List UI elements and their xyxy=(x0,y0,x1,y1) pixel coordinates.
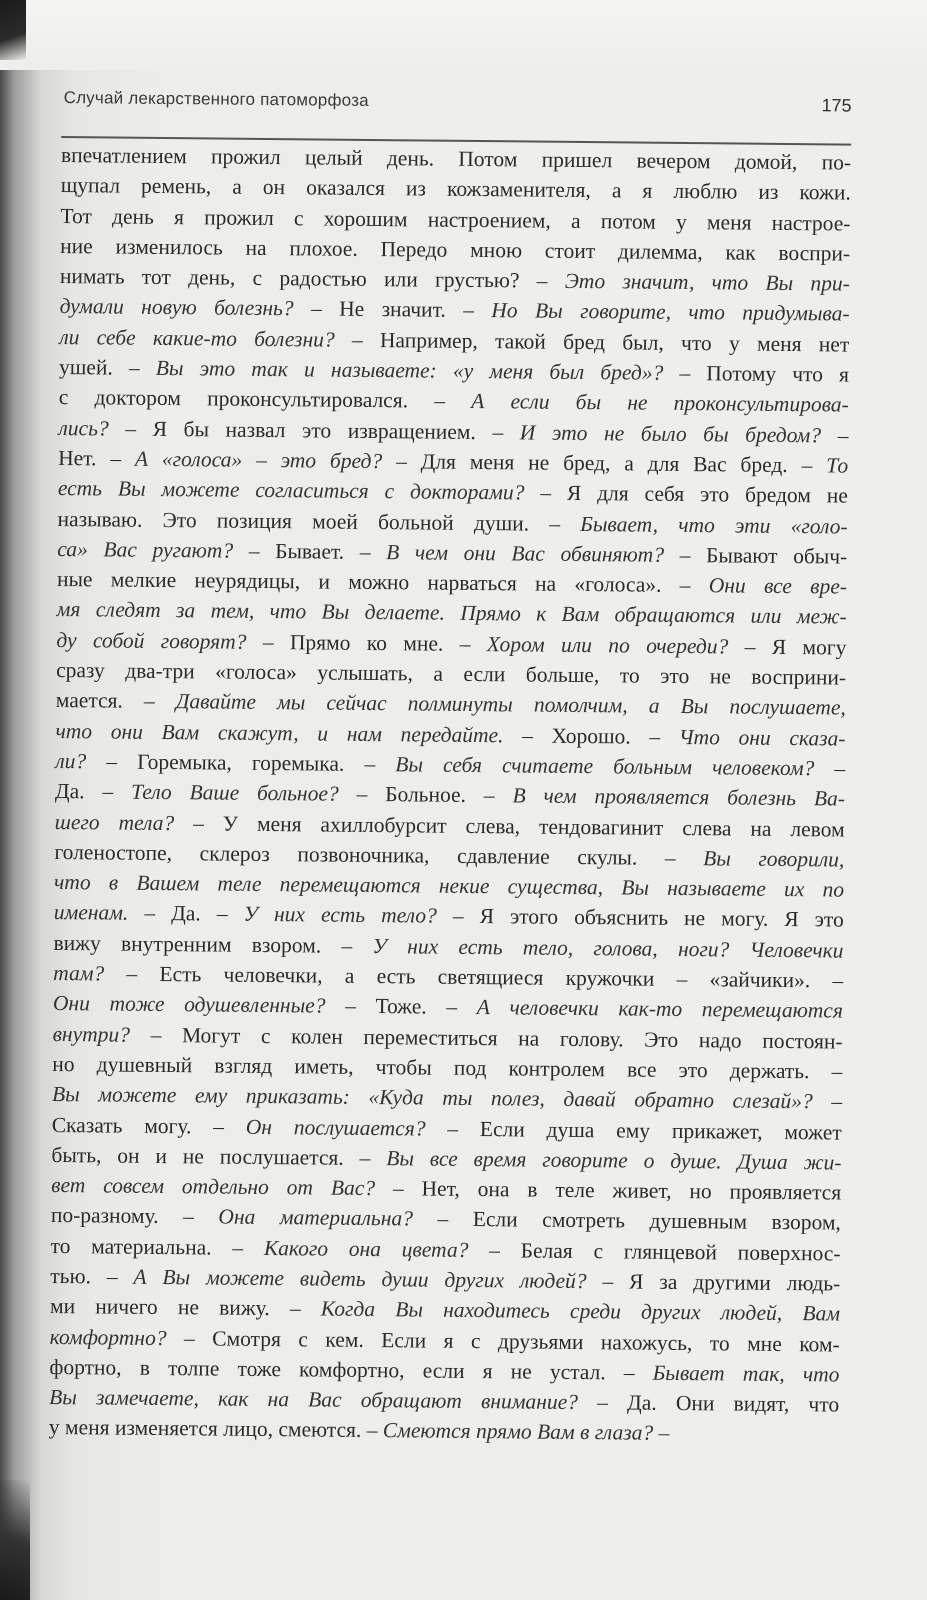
text-segment: Да. – xyxy=(54,779,132,804)
binding-shadow-bottom xyxy=(0,1480,30,1600)
text-segment: фортно, в толпе тоже комфортно, если я не устал. – xyxy=(49,1354,653,1385)
text-segment: – Да. – xyxy=(144,901,244,927)
text-segment: вижу внутренним взором. – xyxy=(53,930,373,958)
text-segment: ушей. – xyxy=(58,355,156,380)
text-segment: ние изменилось на плохое. Передо мною стоит дилемма, как воспри- xyxy=(60,233,851,266)
text-segment: Тот день я прожил с хорошим настроением, а потом у меня настрое- xyxy=(60,203,851,236)
italic-question: Какого она цвета? xyxy=(263,1235,490,1262)
text-segment: впечатлением прожил целый день. Потом пришел вечером домой, по- xyxy=(60,142,852,175)
text-segment: ные мелкие неурядицы, и можно нарваться на «голоса». – xyxy=(56,567,709,598)
text-segment: но душевный взгляд иметь, чтобы под контролем все это держать. – xyxy=(52,1051,843,1084)
text-segment: – Прямо ко мне. – xyxy=(262,629,487,656)
italic-question: именам. xyxy=(53,900,145,926)
italic-question: Они тоже одушевленные? xyxy=(52,991,346,1019)
italic-question: Тело Ваше больное? xyxy=(130,779,357,807)
text-segment: – Я этого объяснить не могу. Я это xyxy=(452,904,844,932)
italic-question: ли? xyxy=(55,748,107,774)
text-segment: называю. Это позиция моей больной души. – xyxy=(57,506,581,536)
text-segment: быть, он и не послушается. – xyxy=(51,1142,387,1170)
text-segment: с доктором проконсультировался. – xyxy=(58,385,472,414)
italic-question: Что они сказа- xyxy=(678,724,846,751)
italic-question: Смеются прямо Вам в глаза? – xyxy=(382,1418,670,1446)
text-segment: ми ничего не вижу. – xyxy=(49,1294,321,1321)
italic-question: А человечки как-то перемещаются xyxy=(476,995,844,1023)
body-text xyxy=(49,140,851,1450)
italic-question: И это не было бы бредом? xyxy=(519,420,838,448)
italic-question: са» Вас ругают? xyxy=(57,536,249,563)
page-top-area xyxy=(0,0,927,70)
text-segment: – Для меня не бред, а для Вас бред. – xyxy=(395,449,827,478)
text-segment: – Тоже. – xyxy=(345,994,477,1020)
italic-question: То xyxy=(826,453,849,478)
text-segment: то материальна. – xyxy=(50,1233,265,1260)
text-segment: – Нет, она в теле живет, но проявляется xyxy=(392,1176,842,1205)
running-head-title: Случай лекарственного патоморфоза xyxy=(63,88,369,110)
text-segment: – Больное. – xyxy=(356,782,513,808)
italic-question: Вы можете ему приказать: «Куда ты полез, давай обратно слезай»? xyxy=(51,1082,832,1114)
italic-question: лись? xyxy=(58,415,126,441)
page-number: 175 xyxy=(821,95,852,116)
italic-question: А Вы можете видеть души других людей? xyxy=(133,1264,603,1294)
text-segment: – Бывает. – xyxy=(248,538,387,564)
italic-question: думали новую болезнь? xyxy=(59,294,312,321)
text-segment: – Я могу xyxy=(744,634,847,660)
text-segment: у меня изменяется лицо, смеются. – xyxy=(48,1415,383,1443)
text-segment: – Не значит. – xyxy=(310,296,492,323)
italic-question: Вы говорили, xyxy=(703,846,845,872)
running-head xyxy=(61,78,851,126)
italic-question: Он послушается? xyxy=(245,1114,448,1141)
italic-question: У них есть тело, голова, ноги? Человечки xyxy=(372,933,844,963)
text-segment: – У меня ахиллобурсит слева, тендовагинит слева на левом xyxy=(193,810,845,842)
text-segment: Сказать могу. – xyxy=(51,1112,246,1139)
text-segment: мается. – xyxy=(55,688,176,714)
italic-question: ду собой говорят? xyxy=(56,627,263,654)
text-segment: – Есть человечки, а есть светящиеся кружочки – «зайчики». – xyxy=(126,961,844,993)
italic-question: ли себе какие-то болезни? xyxy=(59,324,353,352)
text-segment: – Если смотреть душевным взором, xyxy=(437,1207,841,1235)
italic-question: что в Вашем теле перемещаются некие существа, Вы называете их по xyxy=(53,870,845,902)
text-segment: – Да. Они видят, что xyxy=(597,1390,840,1417)
text-segment: – Могут с колен переместиться на голову. Это надо постоян- xyxy=(150,1022,843,1054)
text-segment: – xyxy=(831,1089,843,1114)
italic-question: В чем проявляется болезнь Ва- xyxy=(512,783,846,811)
italic-question: Вы это так и называете: «у меня был бред»? xyxy=(155,355,680,386)
binding-shadow-top xyxy=(0,0,26,60)
text-segment: – Потому что я xyxy=(679,361,850,387)
italic-question: там? xyxy=(53,960,127,986)
italic-question: Вы все время говорите о душе. Душа жи- xyxy=(386,1145,842,1175)
italic-question: В чем они Вас обвиняют? xyxy=(386,539,680,567)
text-segment: – Если душа ему прикажет, может xyxy=(447,1116,842,1145)
italic-question: Вы замечаете, как на Вас обращают внимание? xyxy=(49,1385,598,1415)
text-segment: – Белая с глянцевой поверхнос- xyxy=(489,1237,841,1266)
text-segment: нимать тот день, с радостью или грустью? – xyxy=(59,264,565,294)
page-content xyxy=(48,60,862,1548)
text-segment: Нет. – xyxy=(58,445,136,471)
italic-question: что они Вам скажут, и нам передайте. xyxy=(55,718,523,748)
italic-question: Вы себя считаете больным человеком? xyxy=(395,752,835,781)
italic-question: внутри? xyxy=(52,1021,151,1047)
italic-question: Но Вы говорите, что придумыва- xyxy=(491,298,850,327)
italic-question: есть Вы можете согласиться с докторами? xyxy=(57,476,541,505)
italic-question: Она материальна? xyxy=(218,1204,438,1232)
italic-question: Бывает так, что xyxy=(652,1360,840,1387)
text-segment: тью. – xyxy=(50,1263,134,1289)
italic-question: Давайте мы сейчас полминуты помолчим, а Вы послушаете, xyxy=(175,689,846,720)
italic-question: комфортно? xyxy=(49,1324,185,1350)
italic-question: Бывает, что эти «голо- xyxy=(580,511,848,539)
italic-question: У них есть тело? xyxy=(243,902,453,929)
italic-question: А «голоса» – это бред? xyxy=(134,446,397,474)
text-segment: – Я бы назвал это извращением. – xyxy=(125,416,520,445)
text-segment: – Я для себя это бредом не xyxy=(540,480,848,508)
italic-question: Это значит, что Вы при- xyxy=(564,269,851,296)
italic-question: Хором или по очереди? xyxy=(486,631,745,659)
italic-question: Когда Вы находитесь среди других людей, Вам xyxy=(320,1296,841,1326)
italic-question: вет совсем отдельно от Вас? xyxy=(51,1173,394,1201)
text-segment: щупал ремень, а он оказался из кожзаменителя, а я люблю из кожи. xyxy=(60,173,851,205)
italic-question: А если бы не проконсультирова- xyxy=(471,389,849,417)
italic-question: шего тела? xyxy=(54,809,194,835)
text-segment: по-разному. – xyxy=(50,1203,219,1229)
text-segment: – Хорошо. – xyxy=(522,723,679,749)
italic-question: мя следят за тем, что Вы делаете. Прямо к Вам обращаются или меж- xyxy=(56,597,847,630)
text-segment: – Горемыка, горемыка. – xyxy=(106,749,396,777)
text-segment: сразу два-три «голоса» услышать, а если больше, то это не восприни- xyxy=(56,658,847,690)
text-segment: – Я за другими людь- xyxy=(602,1269,841,1296)
italic-question: Они все вре- xyxy=(708,573,848,599)
text-segment: – xyxy=(837,423,849,448)
text-segment: – xyxy=(834,756,846,781)
text-segment: – Например, такой бред был, что у меня нет xyxy=(351,327,850,357)
text-segment: голеностопе, склероз позвоночника, сдавление скулы. – xyxy=(54,839,704,871)
text-segment: – Бывают обыч- xyxy=(679,542,848,569)
text-segment: – Смотря с кем. Если я с друзьями нахожусь, то мне ком- xyxy=(183,1325,840,1357)
